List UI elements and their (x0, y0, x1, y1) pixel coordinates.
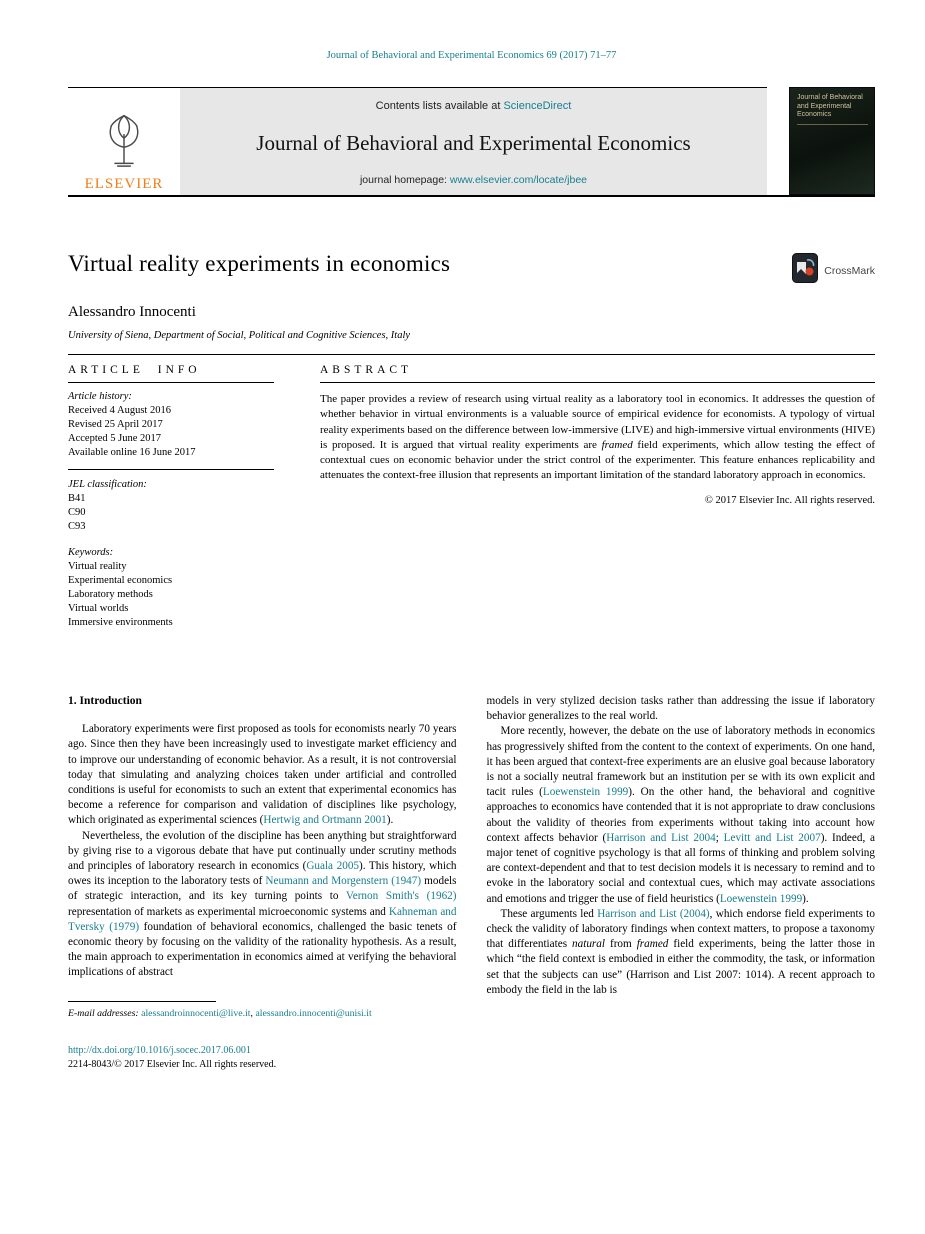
text-segment: foundation of behavioral economics, challenged the basic tenets of economic theory by focusing on the validity of the rationality hypothesis. As a result, the main approach to experimentation in economics aimed at verifying the behavioral implications of abstract (68, 920, 457, 979)
homepage-prefix: journal homepage: (359, 174, 450, 186)
text-segment: , which endorse field experiments to check the validity of laboratory findings when context matters, to propose a taxonomy that differentiates (486, 907, 875, 951)
info-list-item: C93 (68, 521, 86, 532)
section-1-heading: 1. Introduction (68, 695, 142, 707)
text-segment: These arguments led (500, 907, 598, 920)
journal-header-main (68, 87, 767, 195)
text-segment: ). On the other hand, the behavioral and cognitive approaches to economics have contended that it is not appropriate to draw conclusions about the validity of theories from experiments without taking into account how context affects behavior ( (486, 786, 875, 844)
info-list-item: Accepted 5 June 2017 (68, 433, 162, 444)
homepage-line (190, 174, 757, 186)
inline-link[interactable]: Neumann and Morgenstern (1947) (265, 875, 422, 888)
footnote-divider (68, 1001, 216, 1002)
crossmark-label: CrossMark (824, 264, 875, 277)
text-segment: Nevertheless, the evolution of the discipline has been anything but straightforward by giving rise to a vigorous debate that have put continually under scrutiny methods and principles of laboratory research in economics ( (68, 829, 457, 873)
article-title-row (68, 251, 875, 288)
text-segment: field experiments, which allow testing the effect of contextual cues on economic behavior under the strict control of the experimenter. This feature enhances replicability and attenuates the context-free illusion that represents an important limitation of the standard laboratory approach in economics. (320, 438, 875, 482)
inline-link[interactable]: Loewenstein 1999 (719, 892, 803, 905)
article-title: Virtual reality experiments in economics (68, 251, 451, 276)
info-list-item: Received 4 August 2016 (68, 405, 171, 416)
paragraph (487, 724, 876, 906)
paragraph (487, 907, 876, 998)
paragraph (487, 694, 876, 724)
inline-link[interactable]: Vernon Smith's (1962) (345, 890, 457, 903)
inline-link[interactable]: Hertwig and Ortmann 2001 (263, 814, 387, 827)
info-list-item: Laboratory methods (68, 589, 153, 600)
jel-list (68, 492, 274, 534)
elsevier-logo[interactable] (68, 88, 180, 195)
abstract-text (320, 392, 875, 484)
text-segment: , (250, 1007, 256, 1019)
jel-classification-block (68, 470, 274, 534)
inline-link[interactable]: Levitt and List 2007 (723, 831, 821, 844)
email-addresses-line (68, 1007, 457, 1020)
journal-cover-title: Journal of Behavioral and Experimental Economics (797, 94, 863, 118)
article-history-block (68, 383, 274, 470)
article-info-heading: ARTICLE INFO (68, 355, 274, 383)
journal-cover-rule (797, 124, 868, 125)
text-segment: Laboratory experiments were first proposed as tools for economists nearly 70 years ago. Since then they have been increasingly used to investigate market efficiency and to improve our understanding of economic behavior. As a result, it is not controversial today that simulating and analyzing choices taken under artificial and controlled conditions is useful for economists to such an extent that experimental economics has become a reference for comparison and validation of disciplines like psychology, which originated as experimental sciences ( (68, 723, 457, 827)
contents-line (190, 100, 757, 112)
article-history-list (68, 404, 274, 460)
journal-cover-thumbnail[interactable] (789, 87, 875, 195)
crossmark-icon (792, 253, 818, 288)
abstract-heading: ABSTRACT (320, 355, 875, 383)
info-list-item: C90 (68, 507, 86, 518)
journal-header-gray-panel (180, 88, 767, 195)
article-info-column (68, 355, 274, 630)
issn-copyright-line: 2214-8043/© 2017 Elsevier Inc. All rights reserved. (68, 1058, 277, 1070)
inline-link[interactable]: Kahneman and Tversky (1979) (68, 905, 457, 933)
text-segment: from (605, 938, 637, 951)
journal-title: Journal of Behavioral and Experimental Economics (256, 130, 691, 155)
elsevier-tree-icon (97, 111, 151, 174)
journal-header (68, 87, 875, 197)
text-segment: models in very stylized decision tasks rather than addressing the issue if laboratory behavior generalizes to the real world. (486, 695, 875, 723)
inline-link[interactable]: alessandro.innocenti@unisi.it (255, 1007, 372, 1019)
text-segment: More recently, however, the debate on the use of laboratory methods in economics has progressively shifted from the content to the context of experiments. On one hand, it has been argued that context-free experiments are an elusive goal because laboratory is not a socially neutral framework but an institution per se with its own explicit and tacit rules ( (486, 725, 875, 799)
inline-link[interactable]: Guala 2005 (306, 860, 360, 873)
text-segment: The paper provides a review of research using virtual reality as a laboratory tool in economics. It addresses the question of whether behavior in virtual environments is a valuable source of empirical evidence for economists. A typology of virtual reality experiments based on the difference between low-immersive (LIVE) and high-immersive virtual environments (HIVE) is proposed. It is argued that virtual reality experiments are (320, 393, 875, 451)
info-list-item: Available online 16 June 2017 (68, 447, 196, 458)
info-list-item: Immersive environments (68, 617, 173, 628)
doi-link[interactable]: http://dx.doi.org/10.1016/j.socec.2017.06.001 (68, 1044, 251, 1056)
info-list-item: B41 (68, 493, 86, 504)
text-segment: framed (601, 438, 633, 451)
crossmark-badge[interactable] (792, 253, 875, 288)
text-segment: models of strategic interaction, and its key turning points to (68, 875, 457, 903)
body-right-column (487, 694, 876, 1020)
sciencedirect-link[interactable]: ScienceDirect (503, 100, 572, 112)
text-segment: ). (802, 892, 809, 905)
journal-homepage-link[interactable]: www.elsevier.com/locate/jbee (449, 174, 588, 186)
inline-link[interactable]: alessandroinnocenti@live.it (141, 1007, 251, 1019)
info-list-item: Revised 25 April 2017 (68, 419, 163, 430)
inline-link[interactable]: Harrison and List 2004 (606, 831, 716, 844)
paragraph (68, 722, 457, 828)
jel-label: JEL classification: (68, 479, 147, 490)
text-segment: field experiments, being the latter those in which “the field context is embodied in either the commodity, the task, or information set that the subjects can use” (Harrison and List 2007: 1014). A recent approach to embody the field in the lab is (486, 938, 876, 996)
paragraph (68, 829, 457, 981)
text-segment: ; (715, 831, 724, 844)
page-footer (68, 1044, 875, 1072)
keywords-label: Keywords: (68, 547, 114, 558)
body-columns (68, 694, 875, 1020)
text-segment: ). Indeed, a major tenet of cognitive psychology is that all forms of thinking and problem solving are context-dependent and that to test decision models it is necessary to remind and to evoke in the laboratory social and contextual cues, which may activate associations and emotions and trigger the use of field heuristics ( (486, 831, 875, 905)
text-segment: ). (386, 814, 394, 827)
elsevier-wordmark: ELSEVIER (84, 176, 164, 192)
article-history-label: Article history: (68, 391, 132, 402)
keywords-list (68, 560, 274, 630)
keywords-block (68, 534, 274, 630)
author-affiliation: University of Siena, Department of Social, Political and Cognitive Sciences, Italy (68, 330, 411, 341)
text-segment: representation of markets as experimental microeconomic systems and (68, 905, 389, 918)
contents-prefix: Contents lists available at (375, 100, 504, 112)
text-segment: natural (572, 938, 605, 951)
author-name: Alessandro Innocenti (68, 304, 196, 320)
info-list-item: Experimental economics (68, 575, 173, 586)
text-segment: ). This history, which owes its inception to the laboratory tests of (68, 860, 457, 888)
journal-reference-link[interactable]: Journal of Behavioral and Experimental Economics 69 (2017) 71–77 (326, 50, 617, 61)
body-left-column (68, 694, 457, 1020)
info-list-item: Virtual reality (68, 561, 127, 572)
footnote-block (68, 1001, 457, 1020)
info-abstract-section (68, 355, 875, 630)
info-list-item: Virtual worlds (68, 603, 129, 614)
text-segment: E-mail addresses: (68, 1007, 142, 1019)
inline-link[interactable]: Harrison and List (2004) (597, 907, 710, 920)
text-segment: framed (636, 938, 669, 951)
inline-link[interactable]: Loewenstein 1999 (542, 786, 629, 799)
copyright-line: © 2017 Elsevier Inc. All rights reserved. (704, 494, 875, 506)
abstract-column (320, 355, 875, 630)
